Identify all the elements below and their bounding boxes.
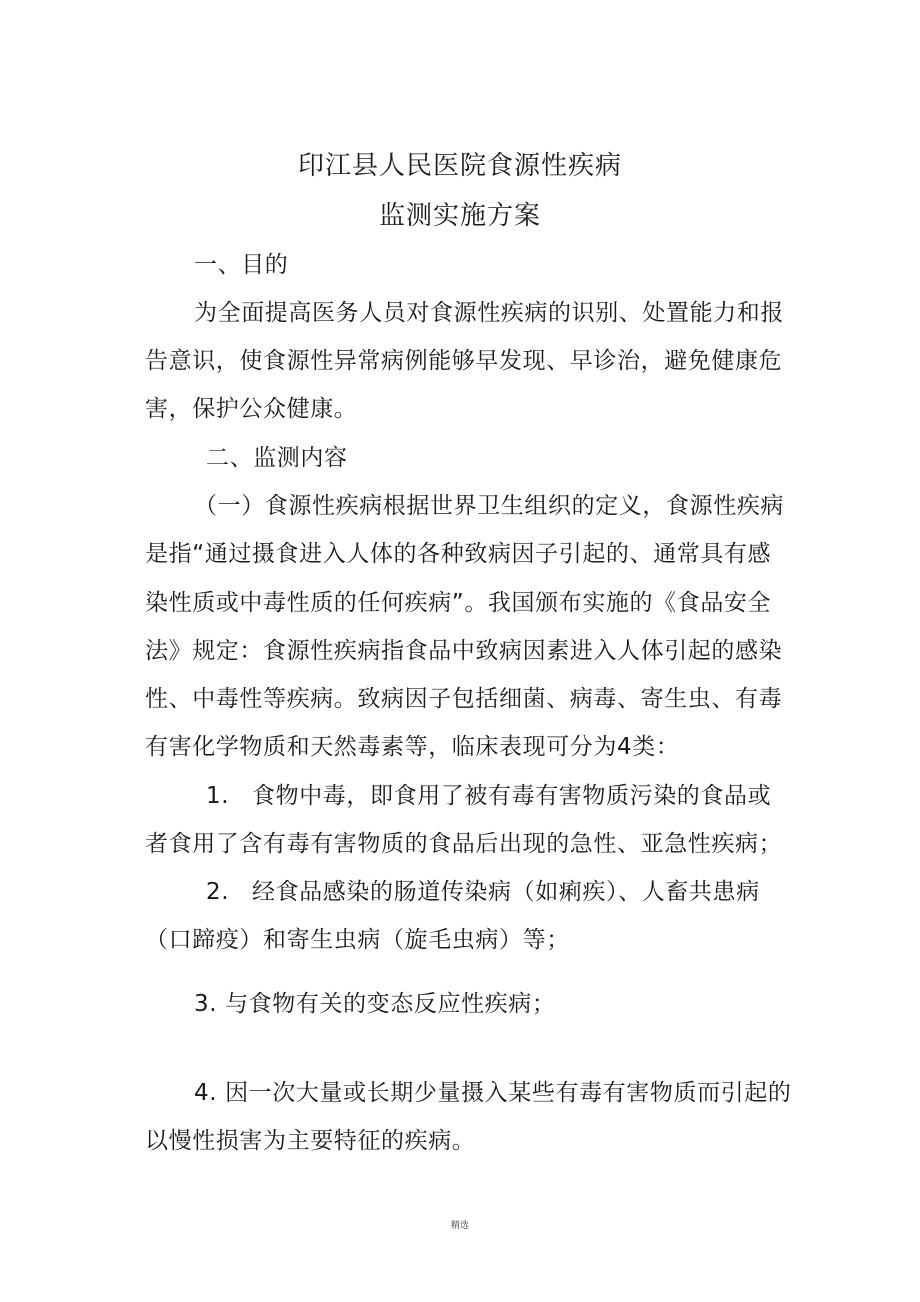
list-item-number: 1. (206, 783, 230, 809)
list-item-1-first-line (206, 781, 771, 811)
list-item-4-continuation: 以慢性损害为主要特征的疾病。 (145, 1128, 476, 1154)
definition-line: 是指“通过摄食进入人体的各种致病因子引起的、通常具有感 (145, 541, 772, 567)
list-item-3 (194, 989, 555, 1019)
definition-line: 染性质或中毒性质的任何疾病”。我国颁布实施的《食品安全 (145, 590, 772, 616)
list-item-2-continuation: （口蹄疫）和寄生虫病（旋毛虫病）等； (145, 927, 570, 953)
list-item-text: 经食品感染的肠道传染病（如痢疾）、人畜共患病 (252, 879, 760, 905)
list-item-1-continuation: 者食用了含有毒有害物质的食品后出现的急性、亚急性疾病； (145, 831, 783, 857)
list-item-number: 3. (194, 991, 218, 1017)
list-item-number: 2. (206, 879, 230, 905)
document-title-line1: 印江县人民医院食源性疾病 (297, 151, 622, 181)
page-footer: 精选 (450, 1221, 469, 1231)
document-title-line2: 监测实施方案 (378, 201, 541, 231)
purpose-line: 为全面提高医务人员对食源性疾病的识别、处置能力和报 (194, 300, 784, 326)
section1-heading: 一、目的 (194, 252, 289, 278)
list-item-text: 食物中毒，即食用了被有毒有害物质污染的食品或 (252, 783, 772, 809)
purpose-line: 告意识，使食源性异常病例能够早发现、早诊治，避免健康危 (145, 348, 783, 374)
list-item-4-first-line (194, 1078, 791, 1108)
definition-line: （一）食源性疾病根据世界卫生组织的定义，食源性疾病 (194, 493, 784, 519)
list-item-text: 与食物有关的变态反应性疾病； (225, 991, 556, 1017)
list-item-text: 因一次大量或长期少量摄入某些有毒有害物质而引起的 (225, 1080, 792, 1106)
definition-line: 性、中毒性等疾病。致病因子包括细菌、病毒、寄生虫、有毒 (145, 686, 783, 712)
definition-line: 有害化学物质和天然毒素等，临床表现可分为4类： (145, 734, 680, 760)
list-item-2-first-line (206, 877, 760, 907)
purpose-line: 害，保护公众健康。 (145, 396, 358, 422)
list-item-number: 4. (194, 1080, 218, 1106)
definition-line: 法》规定：食源性疾病指食品中致病因素进入人体引起的感染 (145, 638, 783, 664)
section2-heading: 二、监测内容 (206, 445, 348, 471)
